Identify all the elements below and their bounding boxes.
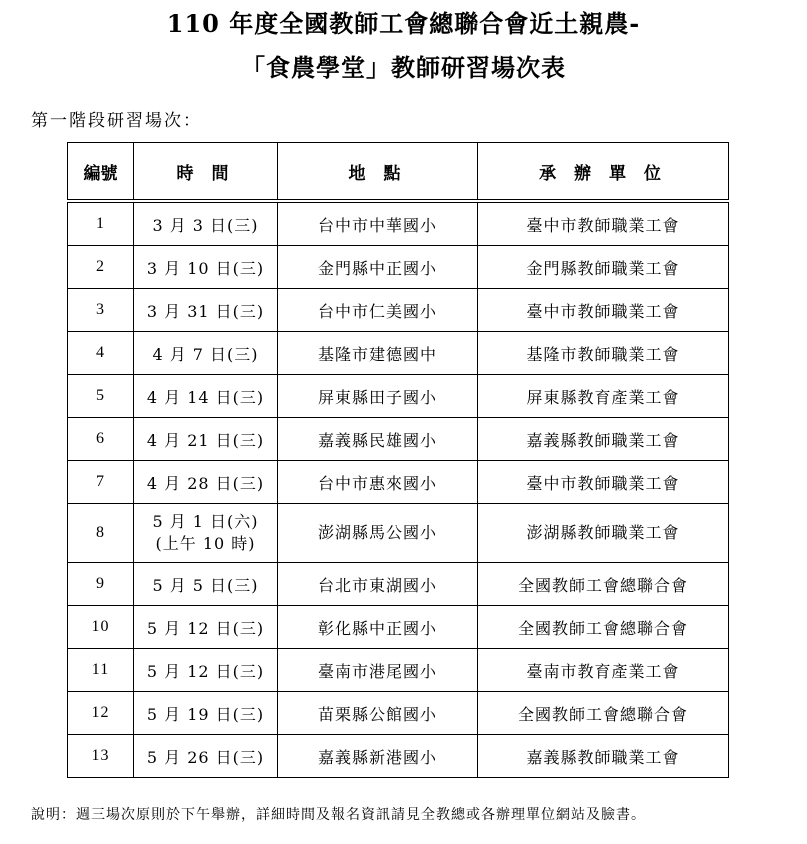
cell-time — [134, 606, 278, 649]
cell-place: 嘉義縣民雄國小 — [278, 418, 478, 461]
cell-place: 澎湖縣馬公國小 — [278, 504, 478, 563]
cell-org: 全國教師工會總聯合會 — [478, 606, 729, 649]
cell-no: 13 — [68, 735, 134, 778]
table-row — [68, 332, 729, 375]
cell-place: 台中市中華國小 — [278, 201, 478, 246]
table-row — [68, 289, 729, 332]
cell-place: 苗栗縣公館國小 — [278, 692, 478, 735]
header-time: 時 間 — [134, 143, 278, 202]
cell-org: 屏東縣教育產業工會 — [478, 375, 729, 418]
cell-time — [134, 563, 278, 606]
cell-time — [134, 692, 278, 735]
cell-no: 12 — [68, 692, 134, 735]
cell-place: 台中市惠來國小 — [278, 461, 478, 504]
cell-time — [134, 735, 278, 778]
table-row — [68, 461, 729, 504]
header-place: 地 點 — [278, 143, 478, 202]
cell-no: 9 — [68, 563, 134, 606]
table-row — [68, 418, 729, 461]
table-header-row — [68, 143, 729, 202]
cell-time-date: 3 月 3 日(三) — [152, 215, 259, 235]
cell-place: 基隆市建德國中 — [278, 332, 478, 375]
cell-time-date: 3 月 10 日(三) — [146, 258, 265, 278]
cell-org: 臺南市教育產業工會 — [478, 649, 729, 692]
table-row — [68, 692, 729, 735]
cell-place: 屏東縣田子國小 — [278, 375, 478, 418]
header-no: 編號 — [68, 143, 134, 202]
cell-place: 台中市仁美國小 — [278, 289, 478, 332]
cell-org: 臺中市教師職業工會 — [478, 289, 729, 332]
table-row — [68, 246, 729, 289]
document-title-line1: 110 年度全國教師工會總聯合會近土親農- — [166, 9, 641, 38]
cell-org: 全國教師工會總聯合會 — [478, 692, 729, 735]
footnote: 說明：週三場次原則於下午舉辦，詳細時間及報名資訊請見全教總或各辦理單位網站及臉書。 — [31, 807, 646, 823]
cell-org: 基隆市教師職業工會 — [478, 332, 729, 375]
cell-org: 嘉義縣教師職業工會 — [478, 418, 729, 461]
cell-time — [134, 649, 278, 692]
section-label: 第一階段研習場次： — [31, 111, 202, 131]
table-row — [68, 504, 729, 563]
cell-no: 3 — [68, 289, 134, 332]
schedule-body — [68, 201, 729, 778]
header-org: 承 辦 單 位 — [478, 143, 729, 202]
cell-place: 彰化縣中正國小 — [278, 606, 478, 649]
cell-time — [134, 461, 278, 504]
cell-time — [134, 375, 278, 418]
cell-time-date: 5 月 12 日(三) — [146, 661, 265, 681]
cell-no: 4 — [68, 332, 134, 375]
cell-org: 全國教師工會總聯合會 — [478, 563, 729, 606]
cell-place: 臺南市港尾國小 — [278, 649, 478, 692]
cell-no: 7 — [68, 461, 134, 504]
cell-time — [134, 332, 278, 375]
cell-no: 2 — [68, 246, 134, 289]
cell-time-date: 5 月 1 日(六) — [152, 512, 259, 531]
cell-no: 8 — [68, 504, 134, 563]
schedule-table — [67, 142, 729, 778]
cell-time — [134, 504, 278, 563]
cell-place: 嘉義縣新港國小 — [278, 735, 478, 778]
cell-org: 臺中市教師職業工會 — [478, 461, 729, 504]
table-row — [68, 606, 729, 649]
cell-time-date: 5 月 26 日(三) — [146, 747, 265, 767]
cell-org: 嘉義縣教師職業工會 — [478, 735, 729, 778]
cell-org: 金門縣教師職業工會 — [478, 246, 729, 289]
cell-time — [134, 418, 278, 461]
table-row — [68, 649, 729, 692]
cell-time-date: 3 月 31 日(三) — [146, 301, 265, 321]
cell-time-date: 4 月 21 日(三) — [146, 430, 265, 450]
table-row — [68, 735, 729, 778]
cell-place: 金門縣中正國小 — [278, 246, 478, 289]
cell-no: 6 — [68, 418, 134, 461]
cell-time-date: 5 月 12 日(三) — [146, 618, 265, 638]
cell-no: 10 — [68, 606, 134, 649]
cell-no: 11 — [68, 649, 134, 692]
cell-org: 臺中市教師職業工會 — [478, 201, 729, 246]
cell-time-note: (上午 10 時) — [155, 534, 256, 553]
cell-time-date: 5 月 19 日(三) — [146, 704, 265, 724]
cell-no: 5 — [68, 375, 134, 418]
cell-time-date: 4 月 7 日(三) — [152, 344, 259, 364]
cell-time — [134, 289, 278, 332]
table-row — [68, 563, 729, 606]
table-row — [68, 375, 729, 418]
document-title-line2: 「食農學堂」教師研習場次表 — [241, 53, 566, 82]
cell-time-date: 4 月 14 日(三) — [146, 387, 265, 407]
cell-no: 1 — [68, 201, 134, 246]
table-row — [68, 201, 729, 246]
cell-time — [134, 201, 278, 246]
cell-place: 台北市東湖國小 — [278, 563, 478, 606]
cell-time-date: 4 月 28 日(三) — [146, 473, 265, 493]
cell-org: 澎湖縣教師職業工會 — [478, 504, 729, 563]
cell-time-date: 5 月 5 日(三) — [152, 575, 259, 595]
cell-time — [134, 246, 278, 289]
